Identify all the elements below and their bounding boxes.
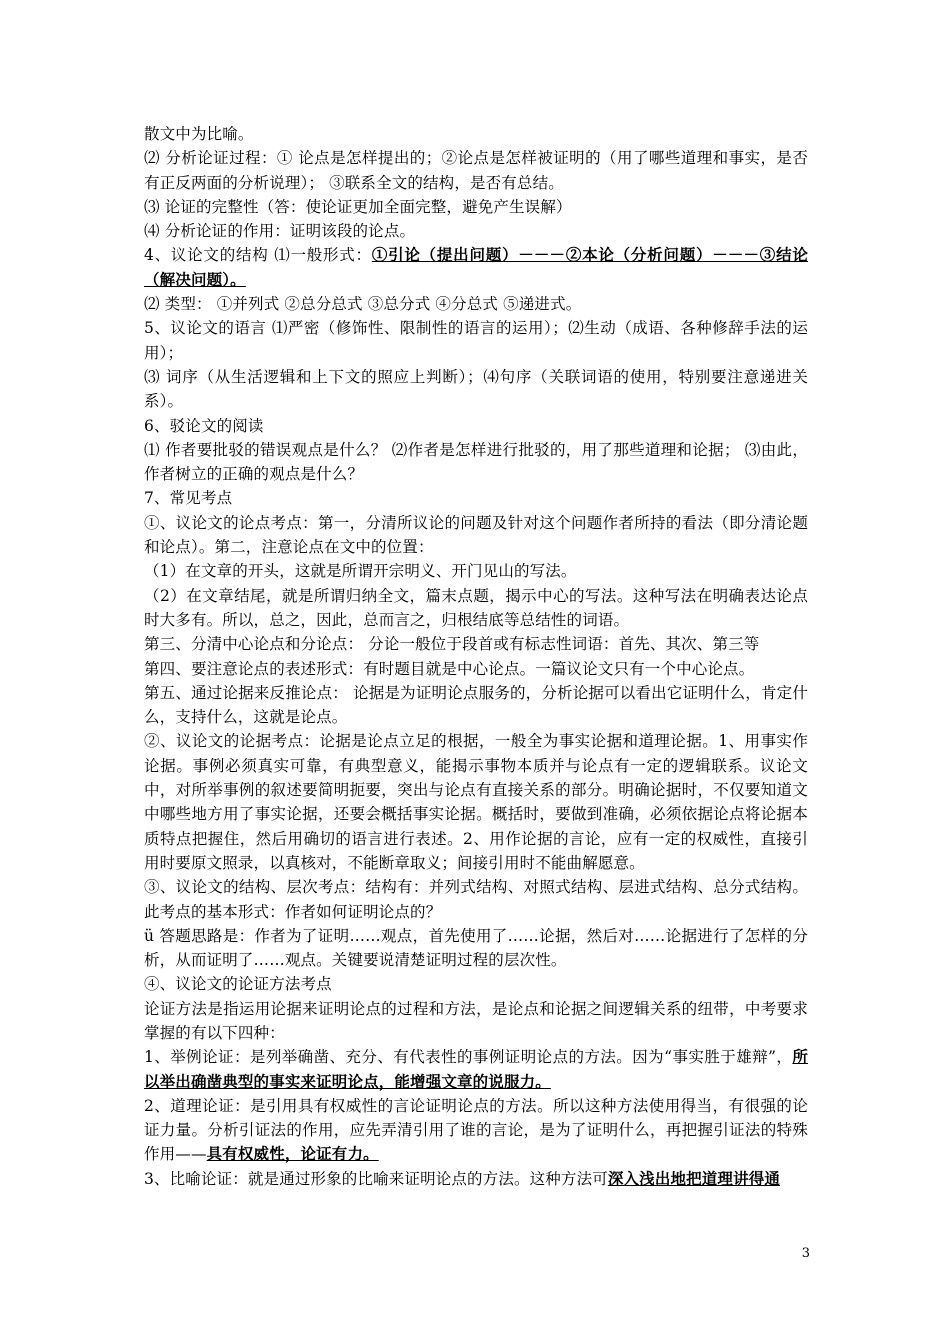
paragraph	[144, 924, 808, 973]
emphasis-text: ①引论（提出问题）－－－②本论（分析问题）－－－③结论（解决问题）。	[144, 245, 808, 289]
paragraph	[144, 875, 808, 924]
emphasis-text: 所以举出确凿典型的事实来证明论点，能增强文章的说服力。	[144, 1047, 808, 1091]
paragraph	[144, 219, 808, 243]
paragraph	[144, 414, 808, 438]
text-run: 第三、分清中心论点和分论点： 分论一般位于段首或有标志性词语：首先、其次、第三等	[144, 635, 760, 654]
paragraph	[144, 584, 808, 633]
text-run: 3、比喻论证：就是通过形象的比喻来证明论点的方法。这种方法可	[144, 1169, 608, 1188]
text-run: ⑵ 类型： ①并列式 ②总分总式 ③总分式 ④分总式 ⑤递进式。	[144, 295, 582, 314]
text-run: ⑶ 词序（从生活逻辑和上下文的照应上判断）；⑷句序（关联词语的使用，特别要注意递进关系）。	[144, 367, 808, 411]
text-run: ③、议论文的结构、层次考点：结构有：并列式结构、对照式结构、层进式结构、总分式结构。此考点的基本形式：作者如何证明论点的？	[144, 878, 808, 921]
text-run: 第五、通过论据来反推论点： 论据是为证明论点服务的，分析论据可以看出它证明什么，肯定什么，支持什么，这就是论点。	[144, 683, 808, 727]
paragraph	[144, 657, 808, 681]
paragraph	[144, 1167, 808, 1191]
text-run: 第四、要注意论点的表述形式：有时题目就是中心论点。一篇议论文只有一个中心论点。	[144, 659, 755, 678]
paragraph	[144, 1045, 808, 1094]
text-run: ⑷ 分析论证的作用：证明该段的论点。	[144, 222, 416, 241]
body-text	[144, 122, 808, 1191]
emphasis-text: 具有权威性，论证有力。	[206, 1144, 379, 1164]
text-run: （1）在文章的开头，这就是所谓开宗明义、开门见山的写法。	[144, 562, 577, 581]
paragraph	[144, 632, 808, 656]
paragraph	[144, 1094, 808, 1167]
paragraph	[144, 195, 808, 219]
page-number: 3	[801, 1246, 810, 1261]
text-run: ⑶ 论证的完整性（答：使论证更加全面完整，避免产生误解）	[144, 197, 572, 216]
text-run: 7、常见考点	[144, 489, 233, 508]
paragraph	[144, 316, 808, 365]
text-run: ②、议论文的论据考点：论据是论点立足的根据，一般全为事实论据和道理论据。1、用事实作论据。事例必须真实可靠，有典型意义，能揭示事物本质并与论点有一定的逻辑联系。议论文中，对所举事例的叙述要简明扼要，突出与论点有直接关系的部分。明确论据时，不仅要知道文中哪些地方用了事实论据，还要会概括事实论据。概括时，要做到准确，必须依据论点将论据本质特点把握住，然后用确切的语言进行表述。2、用作论据的言论，应有一定的权威性，直接引用时要原文照录，以真核对，不能断章取义；间接引用时不能曲解愿意。	[144, 732, 808, 872]
text-run: 4、议论文的结构 ⑴一般形式：	[144, 246, 372, 265]
emphasis-text: 深入浅出地把道理讲得通	[607, 1168, 781, 1188]
paragraph	[144, 438, 808, 487]
text-run: （2）在文章结尾，就是所谓归纳全文，篇末点题，揭示中心的写法。这种写法在明确表达论点时大多有。所以，总之，因此，总而言之，归根结底等总结性的词语。	[144, 586, 808, 629]
paragraph	[144, 997, 808, 1046]
text-run: 1、举例论证：是列举确凿、充分、有代表性的事例证明论点的方法。因为“事实胜于雄辩”，	[144, 1048, 793, 1067]
text-run: ④、议论文的论证方法考点	[144, 975, 332, 994]
paragraph	[144, 729, 808, 875]
text-run: ⑴ 作者要批驳的错误观点是什么？ ⑵作者是怎样进行批驳的，用了那些道理和论据； ⑶由此，作者树立的正确的观点是什么？	[144, 440, 808, 484]
paragraph	[144, 292, 808, 316]
paragraph	[144, 243, 808, 292]
paragraph	[144, 365, 808, 414]
text-run: 散文中为比喻。	[144, 125, 254, 143]
paragraph	[144, 511, 808, 560]
paragraph	[144, 559, 808, 583]
paragraph	[144, 486, 808, 510]
text-run: 2、道理论证：是引用具有权威性的言论证明论点的方法。所以这种方法使用得当，有很强的论证力量。分析引证法的作用，应先弄清引用了谁的言论，是为了证明什么，再把握引证法的特殊作用——	[144, 1096, 808, 1164]
paragraph	[144, 972, 808, 996]
paragraph	[144, 681, 808, 730]
text-run: ü 答题思路是：作者为了证明……观点，首先使用了……论据，然后对……论据进行了怎样的分析，从而证明了……观点。关键要说清楚证明过程的层次性。	[144, 926, 808, 970]
text-run: 5、议论文的语言 ⑴严密（修饰性、限制性的语言的运用）；⑵生动（成语、各种修辞手法的运用）；	[144, 319, 808, 362]
text-run: 论证方法是指运用论据来证明论点的过程和方法，是论点和论据之间逻辑关系的纽带，中考要求掌握的有以下四种：	[144, 999, 808, 1042]
paragraph	[144, 122, 808, 146]
text-run: 6、驳论文的阅读	[144, 416, 264, 435]
text-run: ⑵ 分析论证过程：① 论点是怎样提出的；②论点是怎样被证明的（用了哪些道理和事实，是否有正反两面的分析说理）； ③联系全文的结构，是否有总结。	[144, 149, 808, 192]
paragraph	[144, 146, 808, 195]
text-run: ①、议论文的论点考点：第一，分清所议论的问题及针对这个问题作者所持的看法（即分清论题和论点）。第二，注意论点在文中的位置：	[144, 513, 808, 557]
